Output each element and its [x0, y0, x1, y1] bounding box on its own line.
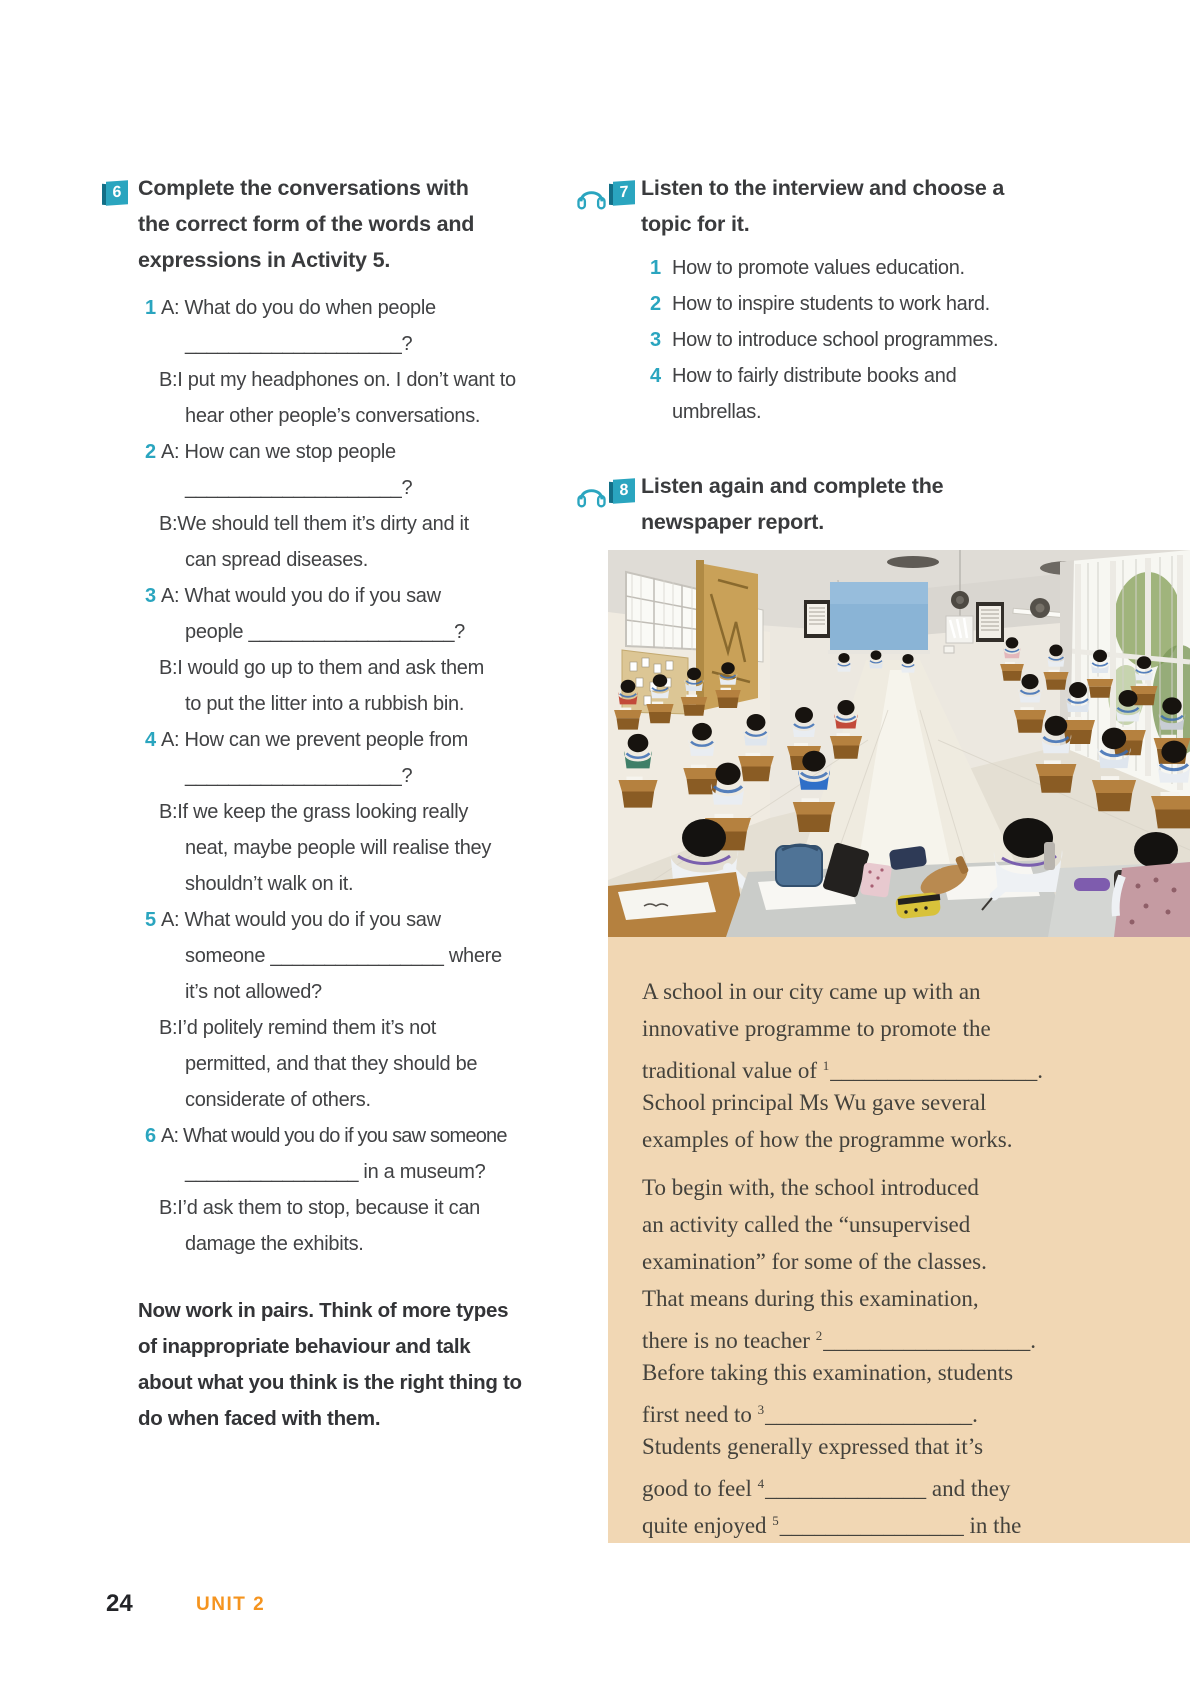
activity-6-title — [138, 170, 474, 278]
newspaper-report-text — [608, 937, 1190, 1539]
report-line-with-blank: good to feel $^4$______________ and they — [642, 1476, 1011, 1501]
dialogue-line: permitted, and that they should be — [185, 1053, 478, 1075]
activity-7-title-line: topic for it. — [641, 212, 750, 236]
fill-in-blank: __________________ — [830, 1058, 1038, 1083]
activity-7-badge — [613, 180, 635, 206]
activity-8-title — [641, 468, 943, 540]
report-line: an activity called the “unsupervised — [642, 1212, 971, 1237]
dialogue-line: B:I’d ask them to stop, because it can — [159, 1197, 481, 1219]
dialogue-blank-line: ____________________? — [185, 765, 413, 787]
item-number: 4 — [145, 729, 157, 751]
report-line-with-blank: traditional value of $^1$__________________. — [642, 1058, 1043, 1083]
activity-7-options — [650, 250, 998, 430]
dialogue-line: B:We should tell them it’s dirty and it — [159, 513, 469, 535]
report-line: examination” for some of the classes. — [642, 1249, 987, 1274]
activity-8-title-line: Listen again and complete the — [641, 474, 944, 498]
activity-6-title-line: the correct form of the words and — [138, 212, 475, 236]
dialogue-blank-line: ________________ in a museum? — [185, 1161, 486, 1183]
headphones-icon — [576, 481, 607, 508]
activity-6-dialogues — [145, 290, 565, 1262]
item-number: 3 — [145, 585, 157, 607]
dialogue-line: hear other people’s conversations. — [185, 405, 481, 427]
dialogue-line: it’s not allowed? — [185, 981, 322, 1003]
dialogue-blank-line: people ___________________? — [185, 621, 465, 643]
newspaper-report-box — [608, 937, 1190, 1543]
report-line-with-blank: quite enjoyed $^5$________________ in the — [642, 1513, 1022, 1538]
dialogue-line: 6 A: What would you do if you saw someone — [145, 1118, 565, 1154]
dialogue-line: damage the exhibits. — [185, 1233, 364, 1255]
dialogue-line: B:I would go up to them and ask them — [159, 657, 484, 679]
activity-6-title-line: expressions in Activity 5. — [138, 248, 391, 272]
fill-in-blank: ______________ — [765, 1476, 927, 1501]
dialogue-line: 3 A: What would you do if you saw — [145, 578, 565, 614]
dialogue-line: B:If we keep the grass looking really — [159, 801, 469, 823]
fill-in-blank: ________________ — [779, 1513, 964, 1538]
option-item: 3 How to introduce school programmes. — [650, 322, 998, 358]
blank-number: 3 — [757, 1402, 765, 1417]
page-number: 24 — [106, 1590, 133, 1617]
item-number: 1 — [145, 297, 157, 319]
fill-in-blank: __________________ — [765, 1402, 973, 1427]
dialogue-line: B:I’d politely remind them it’s not — [159, 1017, 437, 1039]
dialogue-line: B:I put my headphones on. I don’t want to — [159, 369, 516, 391]
blank-number: 1 — [822, 1058, 830, 1073]
blank-number: 4 — [757, 1476, 765, 1491]
headphones-icon — [576, 183, 607, 210]
pairwork-instruction: Now work in pairs. Think of more types of inappropriate behaviour and talk about what you think is the right thing to do when faced with them. — [138, 1299, 522, 1430]
activity-6-number: 6 — [112, 183, 122, 202]
blank-number: 2 — [815, 1328, 823, 1343]
activity-7-number: 7 — [619, 183, 629, 202]
option-number: 2 — [650, 293, 661, 315]
activity-8-badge — [613, 478, 635, 504]
dialogue-line: neat, maybe people will realise they — [185, 837, 492, 859]
report-line: That means during this examination, — [642, 1286, 979, 1311]
dialogue-line: to put the litter into a rubbish bin. — [185, 693, 465, 715]
report-line: To begin with, the school introduced — [642, 1175, 979, 1200]
dialogue-line: 4 A: How can we prevent people from — [145, 722, 565, 758]
report-line: A school in our city came up with an — [642, 979, 981, 1004]
dialogue-line: considerate of others. — [185, 1089, 371, 1111]
report-line: Students generally expressed that it’s — [642, 1434, 984, 1459]
dialogue-blank-line: ____________________? — [185, 333, 413, 355]
option-item: 1 How to promote values education. — [650, 250, 998, 286]
option-item-wrap: umbrellas. — [672, 401, 762, 423]
blank-number: 5 — [772, 1513, 779, 1528]
item-number: 2 — [145, 441, 157, 463]
activity-7-title-line: Listen to the interview and choose a — [641, 176, 1005, 200]
dialogue-line: shouldn’t walk on it. — [185, 873, 354, 895]
classroom-photo — [608, 550, 1190, 937]
report-line: Before taking this examination, students — [642, 1360, 1014, 1385]
dialogue-blank-line: someone ________________ where — [185, 945, 502, 967]
dialogue-line: 1 A: What do you do when people — [145, 290, 565, 326]
activity-7-title — [641, 170, 1004, 242]
item-number: 5 — [145, 909, 157, 931]
report-line: examples of how the programme works. — [642, 1127, 1013, 1152]
activity-6-badge — [106, 180, 128, 206]
report-line: School principal Ms Wu gave several — [642, 1090, 987, 1115]
report-line: innovative programme to promote the — [642, 1016, 991, 1041]
item-number: 6 — [145, 1125, 157, 1147]
option-number: 3 — [650, 329, 661, 351]
option-number: 4 — [650, 365, 661, 387]
report-line-with-blank: there is no teacher $^2$__________________. — [642, 1328, 1036, 1353]
dialogue-blank-line: ____________________? — [185, 477, 413, 499]
option-number: 1 — [650, 257, 661, 279]
unit-label: UNIT 2 — [196, 1594, 266, 1615]
dialogue-line: 2 A: How can we stop people — [145, 434, 565, 470]
activity-8-title-line: newspaper report. — [641, 510, 824, 534]
option-item: 4 How to fairly distribute books and — [650, 358, 998, 394]
fill-in-blank: __________________ — [823, 1328, 1031, 1353]
dialogue-line: 5 A: What would you do if you saw — [145, 902, 565, 938]
option-item: 2 How to inspire students to work hard. — [650, 286, 998, 322]
activity-8-number: 8 — [619, 481, 629, 500]
dialogue-line: can spread diseases. — [185, 549, 369, 571]
report-line-with-blank: first need to $^3$__________________. — [642, 1402, 978, 1427]
activity-6-title-line: Complete the conversations with — [138, 176, 469, 200]
